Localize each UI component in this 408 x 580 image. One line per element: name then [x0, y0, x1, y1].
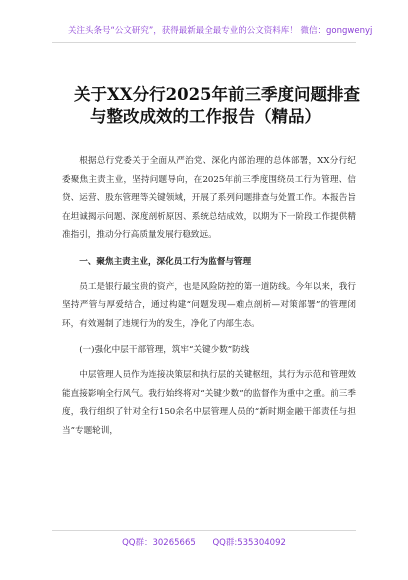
footer-contacts [0, 536, 408, 548]
header-banner: 关注头条号“公文研究”，获得最新最全最专业的公文资料库！ 微信：gongwenyj [68, 26, 373, 36]
header-divider [52, 42, 356, 43]
paragraph-middle-managers: 中层管理人员作为连接决策层和执行层的关键枢纽，其行为示范和管理效能直接影响全行风气。我行始终将对“关键少数”的监督作为重中之重。前三季度，我行组织了针对全行150余名中层管理人员的“新时期金融干部责任与担当”专题轮训， [62, 369, 356, 436]
document-title [74, 84, 374, 128]
subsection-heading-1: (一)强化中层干部管理，筑牢“关键少数”防线 [79, 345, 250, 356]
footer-qq-group-1: QQ群：30265665 [122, 538, 196, 548]
title-line-2: 与整改成效的工作报告（精品） [90, 107, 321, 126]
paragraph-staff: 员工是银行最宝贵的资产，也是风险防控的第一道防线。今年以来，我行坚持严管与厚爱结合，通过构建“问题发现—难点剖析—对策部署”的管理闭环，有效遏制了违规行为的发生，净化了内部生态。 [62, 281, 356, 329]
document-body [62, 152, 356, 440]
title-line-1: 关于XX分行2025年前三季度问题排查 [74, 85, 361, 104]
footer-qq-group-2: QQ群:535304092 [212, 538, 286, 548]
footer-divider [52, 530, 356, 531]
paragraph-intro: 根据总行党委关于全面从严治党、深化内部治理的总体部署，XX分行纪委聚焦主责主业，坚持问题导向，在2025年前三季度围绕员工行为管理、信贷、运营、股东管理等关键领域，开展了系列问题排查与处置工作。本报告旨在坦诚揭示问题、深度剖析原因、系统总结成效，以期为下一阶段工作提供精准指引，推动分行高质量发展行稳致远。 [62, 156, 356, 241]
section-heading-1: 一、聚焦主责主业，深化员工行为监督与管理 [79, 256, 252, 267]
